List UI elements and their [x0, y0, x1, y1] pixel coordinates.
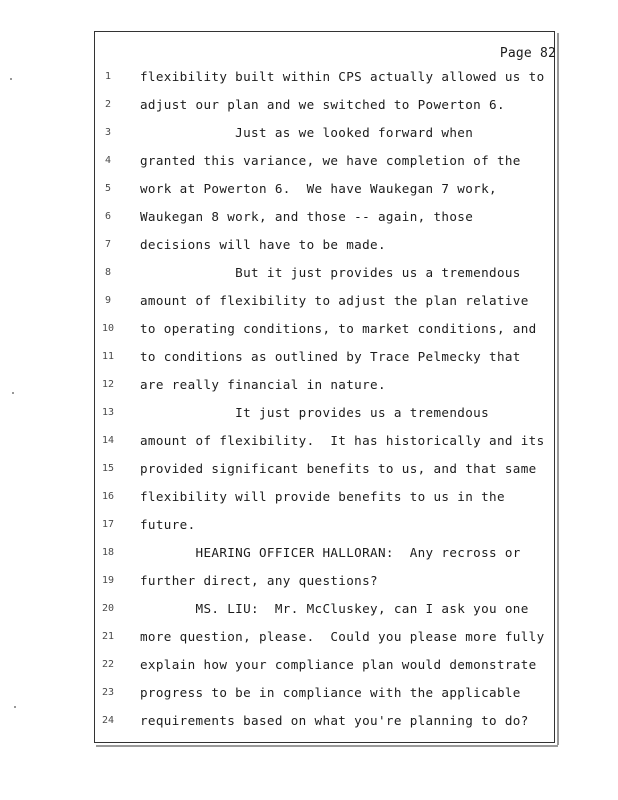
line-number: 17 — [101, 519, 115, 530]
line-number: 24 — [101, 715, 115, 726]
line-text: Just as we looked forward when — [140, 125, 474, 140]
line-text: amount of flexibility. It has historically and its — [140, 433, 545, 448]
line-number: 8 — [104, 267, 112, 278]
transcript-line — [100, 651, 552, 679]
transcript-line — [100, 679, 552, 707]
transcript-line — [100, 175, 552, 203]
page-border-shadow-right — [557, 33, 559, 745]
line-text: explain how your compliance plan would demonstrate — [140, 657, 537, 672]
line-number: 3 — [104, 127, 112, 138]
line-number: 19 — [101, 575, 115, 586]
page-number: Page 82 — [499, 46, 556, 61]
scan-speck — [12, 392, 14, 394]
line-number: 1 — [104, 71, 112, 82]
transcript-line — [100, 483, 552, 511]
scan-speck — [14, 706, 16, 708]
transcript-line — [100, 399, 552, 427]
transcript-line — [100, 595, 552, 623]
line-number: 16 — [101, 491, 115, 502]
line-text: adjust our plan and we switched to Powerton 6. — [140, 97, 505, 112]
line-text: provided significant benefits to us, and that same — [140, 461, 537, 476]
line-number: 20 — [101, 603, 115, 614]
line-text: flexibility will provide benefits to us in the — [140, 489, 505, 504]
line-number: 22 — [101, 659, 115, 670]
line-number: 21 — [101, 631, 115, 642]
transcript-line — [100, 91, 552, 119]
line-text: work at Powerton 6. We have Waukegan 7 work, — [140, 181, 497, 196]
page-border-shadow-bottom — [96, 745, 558, 747]
line-number: 15 — [101, 463, 115, 474]
line-number: 4 — [104, 155, 112, 166]
line-text: But it just provides us a tremendous — [140, 265, 521, 280]
line-number: 10 — [101, 323, 115, 334]
line-text: It just provides us a tremendous — [140, 405, 490, 420]
line-text: to conditions as outlined by Trace Pelmecky that — [140, 349, 521, 364]
transcript-line — [100, 427, 552, 455]
transcript-line — [100, 287, 552, 315]
transcript-line — [100, 147, 552, 175]
scan-speck — [10, 78, 12, 80]
transcript-line — [100, 539, 552, 567]
transcript-line — [100, 259, 552, 287]
line-text: progress to be in compliance with the applicable — [140, 685, 521, 700]
line-number: 18 — [101, 547, 115, 558]
line-text: amount of flexibility to adjust the plan relative — [140, 293, 529, 308]
transcript-line — [100, 119, 552, 147]
line-number: 5 — [104, 183, 112, 194]
transcript-line — [100, 231, 552, 259]
transcript-line — [100, 315, 552, 343]
line-number: 23 — [101, 687, 115, 698]
line-text: MS. LIU: Mr. McCluskey, can I ask you one — [140, 601, 529, 616]
line-text: decisions will have to be made. — [140, 237, 386, 252]
line-number: 14 — [101, 435, 115, 446]
transcript-line — [100, 567, 552, 595]
transcript-line — [100, 203, 552, 231]
line-text: requirements based on what you're planning to do? — [140, 713, 529, 728]
line-number: 13 — [101, 407, 115, 418]
line-number: 7 — [104, 239, 112, 250]
line-text: are really financial in nature. — [140, 377, 386, 392]
line-number: 6 — [104, 211, 112, 222]
line-text: flexibility built within CPS actually allowed us to — [140, 69, 545, 84]
line-text: more question, please. Could you please more fully — [140, 629, 545, 644]
transcript-line — [100, 455, 552, 483]
line-number: 12 — [101, 379, 115, 390]
transcript-body — [100, 63, 552, 735]
line-text: future. — [140, 517, 196, 532]
line-number: 11 — [101, 351, 115, 362]
transcript-line — [100, 343, 552, 371]
transcript-line — [100, 623, 552, 651]
line-text: to operating conditions, to market conditions, and — [140, 321, 537, 336]
line-text: Waukegan 8 work, and those -- again, those — [140, 209, 474, 224]
line-number: 2 — [104, 99, 112, 110]
line-number: 9 — [104, 295, 112, 306]
transcript-line — [100, 511, 552, 539]
transcript-line — [100, 63, 552, 91]
transcript-line — [100, 371, 552, 399]
transcript-line — [100, 707, 552, 735]
line-text: granted this variance, we have completion of the — [140, 153, 521, 168]
line-text: HEARING OFFICER HALLORAN: Any recross or — [140, 545, 521, 560]
line-text: further direct, any questions? — [140, 573, 378, 588]
